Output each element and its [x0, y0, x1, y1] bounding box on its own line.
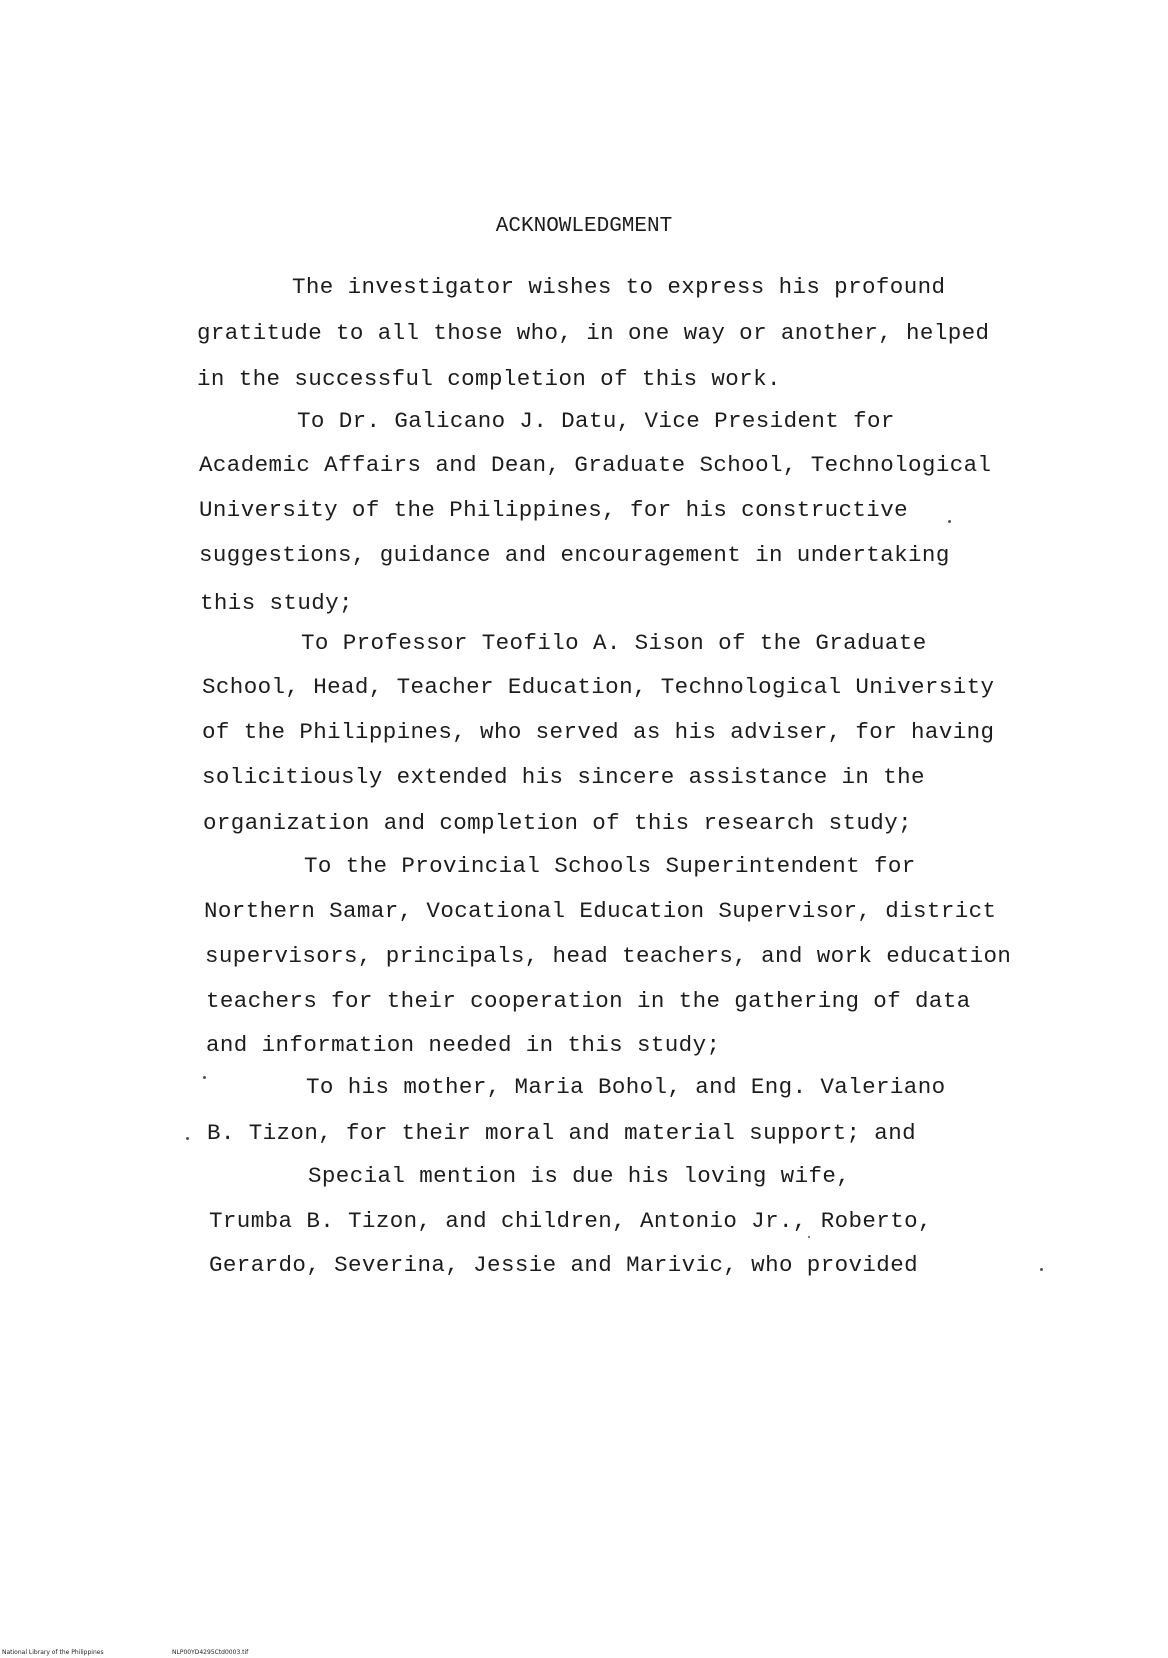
- paragraph-2-line-5: this study;: [200, 590, 353, 616]
- paragraph-4-line-1: To the Provincial Schools Superintendent for: [304, 853, 916, 879]
- paragraph-3-line-3: of the Philippines, who served as his adviser, for having: [202, 719, 995, 745]
- footer-library-name: National Library of the Philippines: [2, 1649, 104, 1656]
- paragraph-2-line-1: To Dr. Galicano J. Datu, Vice President for: [297, 408, 895, 434]
- paragraph-4-line-5: and information needed in this study;: [206, 1032, 721, 1058]
- scan-speck: [186, 1137, 189, 1140]
- paragraph-2-line-3: University of the Philippines, for his constructive: [199, 497, 909, 523]
- paragraph-6-line-1: Special mention is due his loving wife,: [308, 1163, 851, 1189]
- footer-file-id: NLP00YD4295Ctd0003.tif: [172, 1649, 249, 1656]
- scan-speck: [1040, 1268, 1043, 1271]
- paragraph-4-line-4: teachers for their cooperation in the gathering of data: [206, 988, 971, 1014]
- paragraph-4-line-2: Northern Samar, Vocational Education Supervisor, district: [204, 898, 997, 924]
- paragraph-3-line-2: School, Head, Teacher Education, Technological University: [202, 674, 995, 700]
- paragraph-5-line-2: B. Tizon, for their moral and material support; and: [207, 1120, 917, 1146]
- paragraph-6-line-2: Trumba B. Tizon, and children, Antonio Jr., Roberto,: [209, 1208, 932, 1234]
- paragraph-1-line-2: gratitude to all those who, in one way or another, helped: [197, 320, 990, 346]
- paragraph-2-line-4: suggestions, guidance and encouragement in undertaking: [199, 542, 950, 568]
- paragraph-5-line-1: To his mother, Maria Bohol, and Eng. Valeriano: [306, 1074, 946, 1100]
- paragraph-1-line-3: in the successful completion of this work.: [197, 366, 781, 392]
- paragraph-1-line-1: The investigator wishes to express his profound: [292, 274, 946, 300]
- paragraph-6-line-3: Gerardo, Severina, Jessie and Marivic, who provided: [209, 1252, 919, 1278]
- paragraph-3-line-4: solicitiously extended his sincere assistance in the: [202, 764, 925, 790]
- scan-speck: [808, 1236, 810, 1238]
- paragraph-2-line-2: Academic Affairs and Dean, Graduate School, Technological: [199, 452, 992, 478]
- scan-speck: [203, 1076, 206, 1079]
- page-title: ACKNOWLEDGMENT: [495, 215, 673, 238]
- scan-speck: [948, 520, 951, 523]
- paragraph-4-line-3: supervisors, principals, head teachers, and work education: [205, 943, 1012, 969]
- paragraph-3-line-1: To Professor Teofilo A. Sison of the Graduate: [301, 630, 927, 656]
- paragraph-3-line-5: organization and completion of this research study;: [203, 810, 913, 836]
